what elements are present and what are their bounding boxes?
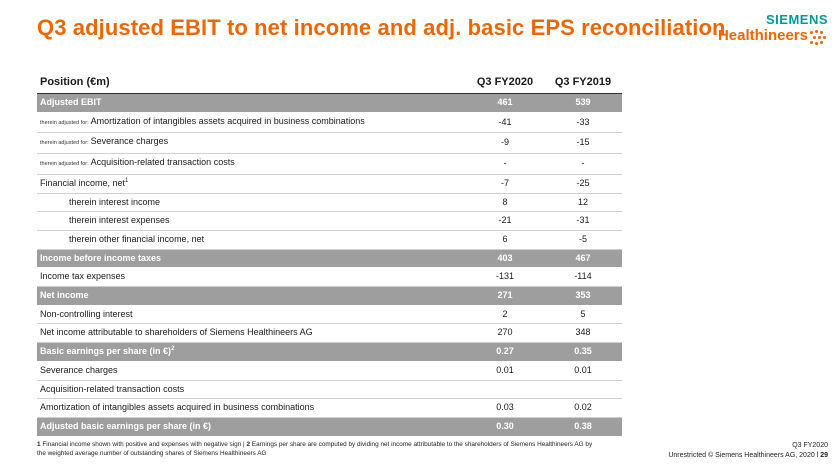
row-prefix: therein adjusted for: <box>40 161 89 168</box>
value-q3-fy2020: 6 <box>466 230 544 249</box>
table-row <box>37 324 622 343</box>
table-row <box>37 268 622 287</box>
logo-dots-icon <box>810 30 828 46</box>
row-label-cell <box>37 287 466 306</box>
logo-siemens-text: SIEMENS <box>765 12 828 27</box>
row-label-cell <box>37 380 466 399</box>
row-label: Acquisition-related transaction costs <box>40 383 185 394</box>
row-label: Adjusted basic earnings per share (in €) <box>40 420 212 431</box>
value-q3-fy2019: -5 <box>544 230 622 249</box>
row-label: Income before income taxes <box>40 252 162 263</box>
row-prefix: therein adjusted for: <box>40 140 89 147</box>
row-label-cell <box>37 133 466 154</box>
table-row <box>37 380 622 399</box>
row-label: Income tax expenses <box>40 271 126 282</box>
footnote-text-2: Earnings per share are computed by dividing net income attributable to the shareholders of Siemens Healthineers AG by the weighted average number of outstanding shares of Siemens Healthineers AG <box>37 441 593 457</box>
footnote-text-1: Financial income shown with positive and expenses with negative sign | <box>42 441 245 448</box>
row-label-cell <box>37 94 466 113</box>
row-label-cell <box>37 112 466 133</box>
value-q3-fy2019: 348 <box>544 324 622 343</box>
value-q3-fy2020: - <box>466 154 544 175</box>
row-label: Amortization of intangibles assets acquired in business combinations <box>40 402 315 413</box>
footer-period: Q3 FY2020 <box>792 442 828 449</box>
row-label-cell <box>37 268 466 287</box>
row-label-cell <box>37 361 466 380</box>
table-row <box>37 174 622 193</box>
row-label: Net income attributable to shareholders of Siemens Healthineers AG <box>40 327 313 338</box>
reconciliation-table <box>37 73 622 437</box>
row-label: Amortization of intangibles assets acquired in business combinations <box>90 115 365 126</box>
siemens-healthineers-logo <box>718 12 828 48</box>
value-q3-fy2020: -41 <box>466 112 544 133</box>
value-q3-fy2020: 8 <box>466 193 544 212</box>
row-label: therein other financial income, net <box>69 233 205 244</box>
value-q3-fy2020: -7 <box>466 174 544 193</box>
row-label-cell <box>37 174 466 193</box>
slide-title: Q3 adjusted EBIT to net income and adj. basic EPS reconciliation <box>37 15 726 40</box>
value-q3-fy2019: -15 <box>544 133 622 154</box>
row-label-cell <box>37 249 466 268</box>
footer-copyright: Unrestricted © Siemens Healthineers AG, 2020 l <box>668 452 819 459</box>
header-position: Position (€m) <box>37 73 466 94</box>
value-q3-fy2019: 467 <box>544 249 622 268</box>
value-q3-fy2020: -131 <box>466 268 544 287</box>
table-row <box>37 305 622 324</box>
header-q3-fy2019: Q3 FY2019 <box>544 73 622 94</box>
value-q3-fy2020: 0.03 <box>466 399 544 418</box>
value-q3-fy2019: -31 <box>544 212 622 231</box>
value-q3-fy2020: 461 <box>466 94 544 113</box>
value-q3-fy2020: -21 <box>466 212 544 231</box>
row-label-cell <box>37 399 466 418</box>
value-q3-fy2019: -33 <box>544 112 622 133</box>
value-q3-fy2019: 0.38 <box>544 417 622 436</box>
value-q3-fy2019 <box>544 380 622 399</box>
value-q3-fy2020: 0.27 <box>466 343 544 362</box>
table-row <box>37 361 622 380</box>
row-label-cell <box>37 230 466 249</box>
table-row <box>37 94 622 113</box>
row-label: Severance charges <box>40 364 118 375</box>
row-label-cell <box>37 343 466 362</box>
row-footnote-marker: 2 <box>171 346 175 353</box>
table-row <box>37 249 622 268</box>
row-label: Acquisition-related transaction costs <box>90 157 235 168</box>
value-q3-fy2020: 0.30 <box>466 417 544 436</box>
row-label-cell <box>37 417 466 436</box>
table-row <box>37 399 622 418</box>
row-prefix: therein adjusted for: <box>40 119 89 126</box>
value-q3-fy2019: 353 <box>544 287 622 306</box>
row-label-cell <box>37 212 466 231</box>
value-q3-fy2020 <box>466 380 544 399</box>
row-label: Financial income, net <box>40 177 126 188</box>
value-q3-fy2020: 270 <box>466 324 544 343</box>
value-q3-fy2019: 5 <box>544 305 622 324</box>
table-row <box>37 417 622 436</box>
value-q3-fy2020: 2 <box>466 305 544 324</box>
row-label: Non-controlling interest <box>40 308 133 319</box>
value-q3-fy2019: - <box>544 154 622 175</box>
footnote-number-2: 2 <box>246 441 251 448</box>
row-label: Basic earnings per share (in €) <box>40 346 172 357</box>
table-row <box>37 230 622 249</box>
value-q3-fy2019: 0.01 <box>544 361 622 380</box>
table-row <box>37 112 622 133</box>
logo-healthineers-text: Healthineers <box>717 27 808 44</box>
row-label: therein interest expenses <box>69 215 170 226</box>
value-q3-fy2019: 539 <box>544 94 622 113</box>
table-row <box>37 133 622 154</box>
row-label-cell <box>37 305 466 324</box>
row-label-cell <box>37 154 466 175</box>
table-header-row <box>37 73 622 94</box>
value-q3-fy2019: 0.35 <box>544 343 622 362</box>
table-row <box>37 287 622 306</box>
value-q3-fy2019: 0.02 <box>544 399 622 418</box>
row-footnote-marker: 1 <box>125 177 129 184</box>
table-row <box>37 193 622 212</box>
footnote-number-1: 1 <box>37 441 41 448</box>
row-label: Net income <box>40 290 89 301</box>
footer <box>668 441 828 461</box>
table-row <box>37 212 622 231</box>
row-label: therein interest income <box>69 196 161 207</box>
value-q3-fy2020: -9 <box>466 133 544 154</box>
row-label-cell <box>37 193 466 212</box>
row-label: Severance charges <box>90 136 169 147</box>
value-q3-fy2020: 403 <box>466 249 544 268</box>
value-q3-fy2019: 12 <box>544 193 622 212</box>
value-q3-fy2019: -114 <box>544 268 622 287</box>
value-q3-fy2020: 271 <box>466 287 544 306</box>
row-label: Adjusted EBIT <box>40 97 102 107</box>
page-number: 29 <box>820 452 828 459</box>
row-label-cell <box>37 324 466 343</box>
value-q3-fy2020: 0.01 <box>466 361 544 380</box>
table-row <box>37 154 622 175</box>
header-q3-fy2020: Q3 FY2020 <box>466 73 544 94</box>
value-q3-fy2019: -25 <box>544 174 622 193</box>
footnote <box>37 440 597 458</box>
table-row <box>37 343 622 362</box>
